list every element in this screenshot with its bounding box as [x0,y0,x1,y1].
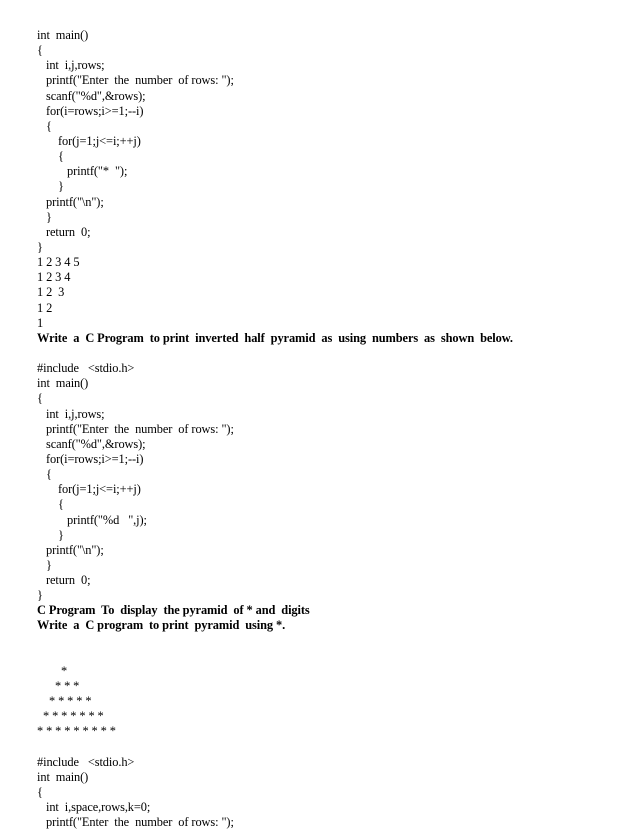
blank-line [37,346,513,361]
code-line: for(i=rows;i>=1;--i) [37,451,144,466]
output-line: * * * * * [37,694,92,709]
code-line: #include <stdio.h> [37,361,135,376]
blank-line [37,740,513,755]
code-line: int main() [37,376,89,391]
output-line: * [37,663,68,678]
code-line: } [37,209,52,224]
code-line: { [37,497,64,512]
output-line: * * * [37,679,80,694]
code-line: for(i=rows;i>=1;--i) [37,103,144,118]
code-line: scanf("%d",&rows); [37,88,146,103]
code-line: int main() [37,769,89,784]
blank-line [37,634,513,649]
code-line: return 0; [37,224,91,239]
section-heading: C Program To display the pyramid of * and digits [37,603,310,618]
code-line: int main() [37,28,89,42]
code-line: { [37,43,43,58]
code-line: printf("Enter the number of rows: "); [37,73,234,88]
code-line: } [37,179,64,194]
code-line: return 0; [37,573,91,588]
output-line: 1 2 [37,300,53,315]
section-heading: Write a C Program to print inverted half pyramid as using numbers as shown below. [37,330,513,345]
code-line: { [37,467,52,482]
output-line: 1 2 3 4 5 [37,255,80,270]
code-line: printf("\n"); [37,194,104,209]
output-line: 1 2 3 4 [37,270,71,285]
code-line: { [37,118,52,133]
section-heading: Write a C program to print pyramid using *. [37,618,286,633]
output-line: 1 [37,315,44,330]
code-line: } [37,557,52,572]
output-line: * * * * * * * * * [37,724,116,739]
code-line: } [37,239,43,254]
code-line: int i,j,rows; [37,58,105,73]
code-line: printf("\n"); [37,542,104,557]
output-line: * * * * * * * [37,709,104,724]
code-line: } [37,527,64,542]
code-line: scanf("%d",&rows); [37,436,146,451]
code-line: { [37,391,43,406]
code-line: #include <stdio.h> [37,754,135,769]
code-line: printf("* "); [37,164,128,179]
code-line: int i,space,rows,k=0; [37,800,151,815]
code-line: { [37,785,43,800]
code-line: int i,j,rows; [37,406,105,421]
code-line: printf("Enter the number of rows: "); [37,815,234,830]
output-line: 1 2 3 [37,285,65,300]
code-line: } [37,588,43,603]
code-line: for(j=1;j<=i;++j) [37,133,141,148]
code-line: printf("%d ",j); [37,512,147,527]
document-body [37,28,513,830]
code-line: printf("Enter the number of rows: "); [37,421,234,436]
blank-line [37,649,513,664]
code-line: { [37,149,64,164]
code-line: for(j=1;j<=i;++j) [37,482,141,497]
